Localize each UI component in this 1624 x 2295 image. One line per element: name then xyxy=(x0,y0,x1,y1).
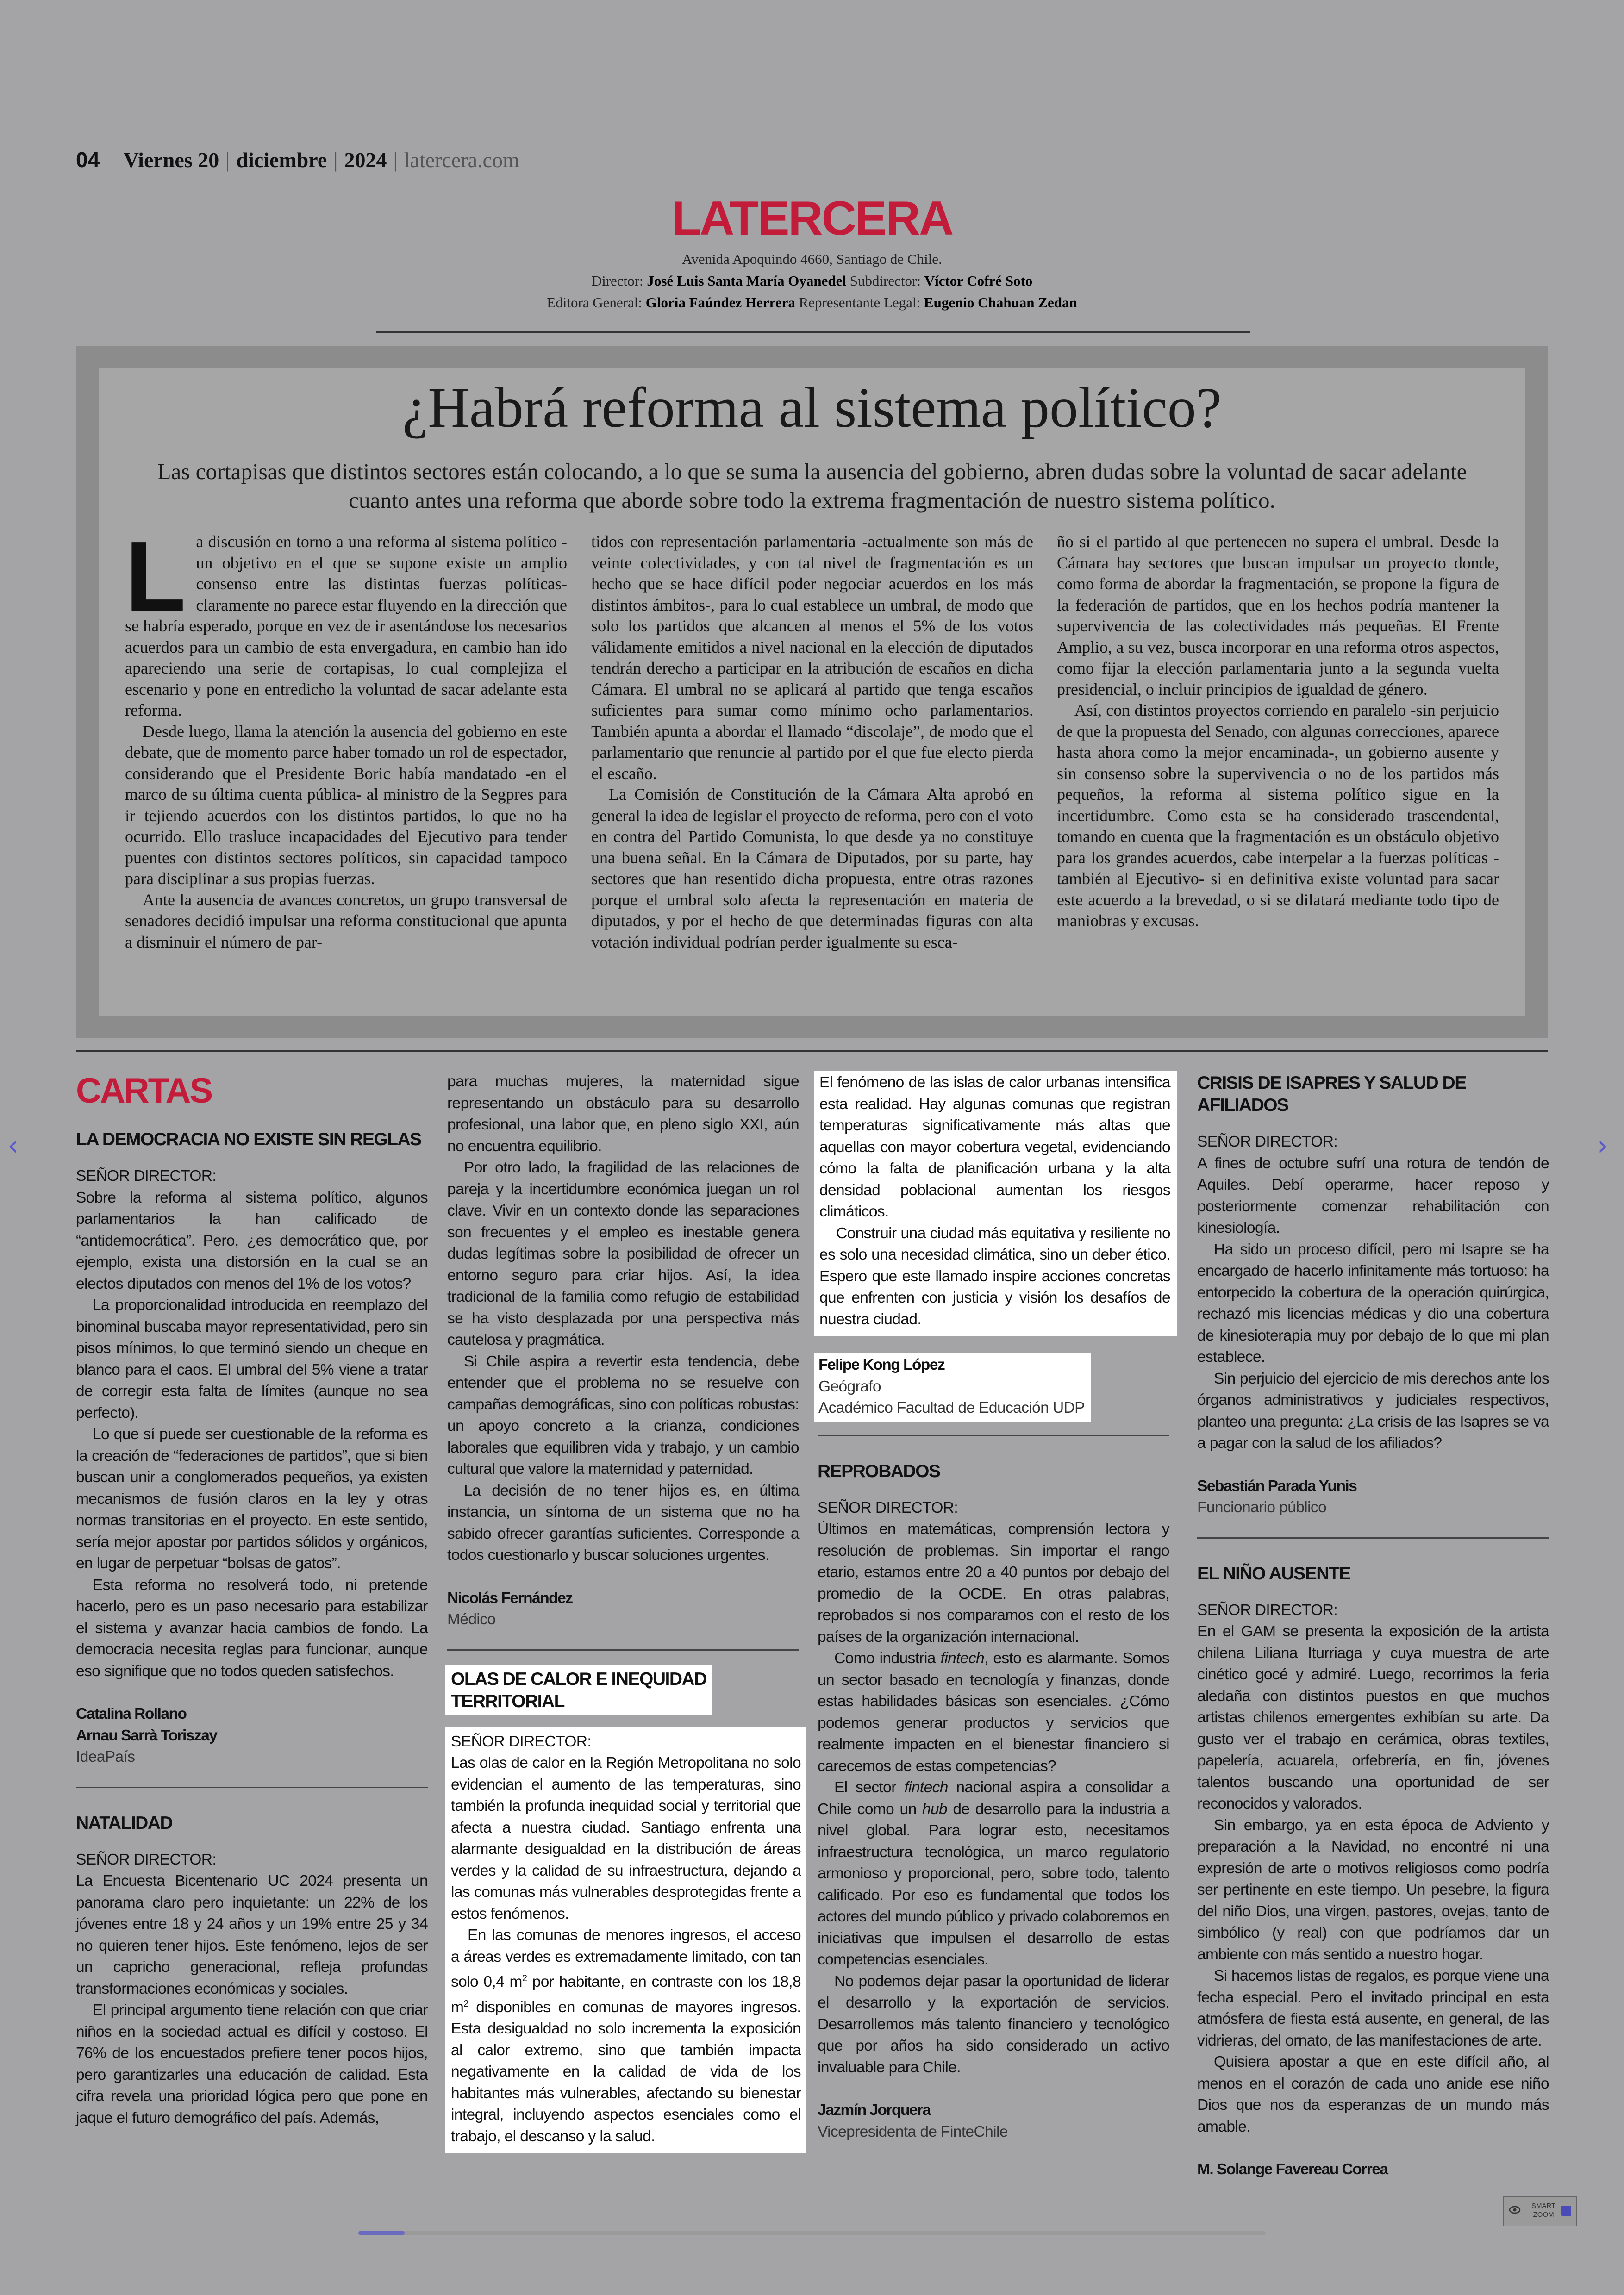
letter-paragraph: La proporcionalidad introducida en reemplazo del binominal buscaba mayor representatividad, pero sin pisos mínimos, lo que terminó siendo un cheque en blanco para el caos. El umbral del 5% viene a tratar de corregir esta falta de límites (aunque no sea perfecto). xyxy=(76,1297,428,1422)
signer-role: IdeaPaís xyxy=(76,1748,135,1765)
letter-paragraph: Si Chile aspira a revertir esta tendencia, debe entender que el problema no se resuelve con campañas demográficas, sino con políticas robustas: un apoyo concreto a la crianza, condiciones laborales que equilibren vida y trabajo, y un cambio cultural que valore la maternidad y paternidad. xyxy=(447,1353,799,1478)
letter-title: CRISIS DE ISAPRES Y SALUD DE AFILIADOS xyxy=(1197,1073,1466,1115)
editorial-paragraph: La Comisión de Constitución de la Cámara Alta aprobó en general la idea de legislar el proyecto de reforma, pero con el voto en contra del Partido Comunista, lo que desde ya no constituye una buena señal. En la Cámara de Diputados, por su parte, hay sectores que han resentido dicha propuesta, entre otras razones porque el umbral solo afecta la representación en materia de diputados, y por el hecho de que determinadas figuras con alta votación individual podrían perder igualmente su esca- xyxy=(591,785,1033,951)
newspaper-logo: LATERCERA xyxy=(671,192,953,245)
cartas-column-1 xyxy=(76,1070,428,2129)
signer-name: Felipe Kong López xyxy=(818,1356,945,1373)
letter-signature xyxy=(76,1703,428,1768)
smart-zoom-label: SMART ZOOM xyxy=(1531,2202,1556,2219)
letter-salutation: SEÑOR DIRECTOR: xyxy=(76,1167,217,1185)
letter-paragraph: Sobre la reforma al sistema político, algunos parlamentarios la han calificado de “antidemocrática”. Pero, ¿es democrático que, por ejemplo, exista una distorsión en la cual se an electos diputados con menos del 1% de los votos? xyxy=(76,1189,428,1292)
signer-name: Jazmín Jorquera xyxy=(818,2102,931,2119)
letter-salutation: SEÑOR DIRECTOR: xyxy=(1197,1601,1338,1619)
letter-paragraph: Quisiera apostar a que en este difícil año, al menos en el corazón de cada uno anide ese niño Dios que nos da esperanzas de un mundo más amable. xyxy=(1197,2053,1549,2135)
cartas-column-4 xyxy=(1197,1072,1549,2181)
signer-name: Nicolás Fernández xyxy=(447,1589,573,1607)
signer-name: Arnau Sarrà Toriszay xyxy=(76,1727,217,1744)
cartas-column-2 xyxy=(447,1071,799,2153)
section-rule xyxy=(76,1050,1548,1052)
page-number: 04 xyxy=(76,148,100,172)
masthead-address: Avenida Apoquindo 4660, Santiago de Chile. xyxy=(682,251,942,267)
letter-paragraph: La decisión de no tener hijos es, en última instancia, un síntoma de un sistema que no ha sabido ofrecer garantías suficientes. Corresponde a todos cuestionarlo y buscar soluciones urgentes. xyxy=(447,1482,799,1564)
prev-page-chevron-icon[interactable]: ‹ xyxy=(7,1129,19,1162)
masthead-credits-1: Director: José Luis Santa María Oyanedel Subdirector: Víctor Cofré Soto xyxy=(591,273,1033,289)
letter-salutation: SEÑOR DIRECTOR: xyxy=(818,1499,958,1516)
signer-role: Académico Facultad de Educación UDP xyxy=(818,1399,1085,1416)
signer-name: Catalina Rollano xyxy=(76,1705,187,1722)
drop-cap: L xyxy=(125,520,186,632)
letter-paragraph: En las comunas de menores ingresos, el acceso a áreas verdes es extremadamente limitado, con tan solo 0,4 $m^2$ por habitante, en contraste con los 18,8 $m^2$ disponibles en comunas de mayores ingresos. Esta desigualdad no solo incrementa la exposición al calor extremo, sino que también impacta negativamente en la calidad de vida de los habitantes más vulnerables, afectando su bienestar integral, incluyendo aspectos esenciales como el trabajo, el descanso y la salud. xyxy=(451,1927,801,2145)
site-link[interactable]: latercera.com xyxy=(404,148,519,172)
date-month: diciembre xyxy=(236,148,327,172)
scrollbar-track[interactable] xyxy=(358,2231,1266,2235)
editorial-paragraph: ño si el partido al que pertenecen no supera el umbral. Desde la Cámara hay sectores que buscan impulsar un proyecto donde, como forma de abordar la fragmentación, se propone la figura de la federación de partidos, que en los hechos podría mantener la supervivencia de las colectividades más pequeñas. El Frente Amplio, a su vez, busca incorporar en una reforma otros aspectos, como fijar la elección parlamentaria junto a la segunda vuelta presidencial, o incluir principios de igualdad de género. xyxy=(1057,532,1499,698)
letter-title: NATALIDAD xyxy=(76,1813,173,1833)
letter-paragraph: En el GAM se presenta la exposición de la artista chilena Liliana Iturriaga y cuya muestra de arte cinético gocé y admiré. Luego, recorrimos la feria aledaña con distintos puestos en que muchos artistas chilenos emergentes exhibían su arte. Da gusto ver el trabajo en cerámica, obras textiles, papelería, acuarela, orfebrería, en fin, jóvenes talentos buscando una oportunidad de ser reconocidos y valorados. xyxy=(1197,1623,1549,1812)
editorial-paragraph: Desde luego, llama la atención la ausencia del gobierno en este debate, que de momento parce haber tomado un rol de espectador, considerando que el Presidente Boric había mandatado -en el marco de su última cuenta pública- al ministro de la Segpres para ir tejiendo acuerdos con los distintos partidos, lo que no ha ocurrido. Ello trasluce incapacidades del Ejecutivo para tender puentes con distintos sectores políticos, sin capacidad tampoco para disciplinar a sus propias fuerzas. xyxy=(125,722,567,888)
letter-title: LA DEMOCRACIA NO EXISTE SIN REGLAS xyxy=(76,1129,421,1149)
masthead-credits-2: Editora General: Gloria Faúndez Herrera Representante Legal: Eugenio Chahuan Zedan xyxy=(547,294,1077,311)
letter-title: REPROBADOS xyxy=(818,1461,940,1481)
letter-body-highlight xyxy=(445,1727,806,2153)
letter-signature xyxy=(814,1353,1091,1422)
letter-salutation: SEÑOR DIRECTOR: xyxy=(1197,1133,1338,1150)
letter-signature xyxy=(447,1588,799,1631)
zoom-indicator-icon xyxy=(1561,2206,1571,2216)
letter-divider xyxy=(447,1649,799,1651)
scrollbar-thumb[interactable] xyxy=(358,2231,405,2235)
masthead-rule xyxy=(376,331,1250,333)
editora-name: Gloria Faúndez Herrera xyxy=(645,294,795,311)
date-year: 2024 xyxy=(344,148,387,172)
cartas-column-3 xyxy=(818,1071,1169,2143)
editorial-paragraph: La discusión en torno a una reforma al sistema político -un objetivo en el que se supone existe un amplio consenso entre las distintas fuerzas políticas- claramente no parece estar fluyendo en la dirección que se habría esperado, porque en vez de ir asentándose los necesarios acuerdos para un cambio de esta envergadura, en cambio han ido apareciendo una serie de cortapisas, lo cual complejiza el escenario y pone en entredicho la voluntad de sacar adelante esta reforma. xyxy=(125,520,567,719)
masthead xyxy=(0,194,1624,313)
letter-paragraph: Ha sido un proceso difícil, pero mi Isapre se ha encargado de hacerlo infinitamente más tortuoso: ha entorpecido la cobertura de la operación quirúrgica, rechazó mis licencias médicas y dio una cobertura de kinesioterapia muy por debajo de lo que mi plan establece. xyxy=(1197,1241,1549,1366)
signer-role: Médico xyxy=(447,1611,496,1628)
letter-paragraph: Como industria fintech, esto es alarmante. Somos un sector basado en tecnología y finanzas, donde estas habilidades básicas son esenciales. ¿Cómo podemos generar productos y servicios que realmente impacten en el bienestar financiero si carecemos de estas competencias? xyxy=(818,1650,1169,1775)
signer-name: Sebastián Parada Yunis xyxy=(1197,1477,1357,1495)
letter-paragraph: El fenómeno de las islas de calor urbanas intensifica esta realidad. Hay algunas comunas que registran temperaturas significativamente más altas que aquellas con mayor cobertura vegetal, evidenciando cómo la falta de planificación urbana y la alta densidad poblacional aumentan los riesgos climáticos. xyxy=(819,1074,1170,1220)
date-weekday: Viernes 20 xyxy=(123,148,219,172)
letter-title: OLAS DE CALOR E INEQUIDAD TERRITORIAL xyxy=(451,1669,706,1711)
letter-paragraph: La Encuesta Bicentenario UC 2024 presenta un panorama claro pero inquietante: un 22% de los jóvenes entre 18 y 24 años y un 19% entre 25 y 34 no quieren tener hijos. Este fenómeno, lejos de ser un capricho generacional, refleja profundas transformaciones económicas y sociales. xyxy=(76,1872,428,1997)
letter-paragraph: No podemos dejar pasar la oportunidad de liderar el desarrollo y la exportación de servicios. Desarrollemos más talento financiero y tecnológico que por años ha sido considerado un activo invaluable para Chile. xyxy=(818,1972,1169,2076)
letter-paragraph: El sector fintech nacional aspira a consolidar a Chile como un hub de desarrollo para la industria a nivel global. Para lograr esto, necesitamos infraestructura tecnológica, un marco regulatorio armonioso y proporcional, pero, sobre todo, talento calificado. Por eso es fundamental que todos los actores del mundo público y privado colaboremos en iniciativas que impulsen el desarrollo de estas competencias esenciales. xyxy=(818,1779,1169,1968)
letter-paragraph: El principal argumento tiene relación con que criar niños en la sociedad actual es difícil y costoso. El 76% de los encuestados prefiere tener pocos hijos, pero garantizarles una educación de calidad. Esta cifra revela una prioridad lógica pero que pone en jaque el futuro demográfico del país. Además, xyxy=(76,2002,428,2127)
letter-paragraph: para muchas mujeres, la maternidad sigue representando un obstáculo para su desarrollo profesional, una labor que, en pleno siglo XXI, aún no encuentra equilibrio. xyxy=(447,1073,799,1155)
eye-icon xyxy=(1508,2203,1521,2218)
letter-paragraph: Las olas de calor en la Región Metropolitana no solo evidencian el aumento de las temperaturas, sino también la profunda inequidad social y territorial que afecta a nuestra ciudad. Santiago enfrenta una alarmante desigualdad en la distribución de áreas verdes y la calidad de su infraestructura, dejando a las comunas más vulnerables desprotegidas frente a estos fenómenos. xyxy=(451,1754,801,1922)
letter-body-highlight xyxy=(814,1071,1177,1336)
letter-paragraph: Por otro lado, la fragilidad de las relaciones de pareja y la incertidumbre económica juegan un rol clave. Vivir en un contexto donde las separaciones son frecuentes y el empleo es inestable genera dudas legítimas sobre la posibilidad de ofrecer un entorno seguro para criar hijos. Así, la idea tradicional de la familia como refugio de estabilidad se ha visto desplazada por una perspectiva más cautelosa y pragmática. xyxy=(447,1159,799,1348)
editorial-paragraph: Ante la ausencia de avances concretos, un grupo transversal de senadores decidió impulsar una reforma constitucional que apunta a disminuir el número de par- xyxy=(125,890,567,951)
letter-title-highlight xyxy=(445,1665,712,1715)
next-page-chevron-icon[interactable]: › xyxy=(1597,1129,1608,1162)
letter-divider xyxy=(76,1787,428,1788)
letter-paragraph: Sin perjuicio del ejercicio de mis derechos ante los órganos administrativos y judiciales respectivos, planteo una pregunta: ¿La crisis de las Isapres se va a pagar con la salud de los afiliados? xyxy=(1197,1370,1549,1452)
letter-paragraph: Últimos en matemáticas, comprensión lectora y resolución de problemas. Sin importar el rango etario, estamos entre 20 a 40 puntos por debajo del promedio de la OCDE. En otras palabras, reprobados si nos comparamos con el resto de los países de la organización internacional. xyxy=(818,1521,1169,1646)
editorial-paragraph: tidos con representación parlamentaria -actualmente son más de veinte colectividades, y con tal nivel de fragmentación es un hecho que se hace difícil poder negociar acuerdos en los más distintos ámbitos-, para lo cual establece un umbral, de modo que solo los partidos que alcancen al menos el 5% de los votos válidamente emitidos a nivel nacional en la elección de diputados tendrán derecho a participar en la atribución de escaños en dicha Cámara. El umbral no se aplicará al partido que tenga escaños suficientes para sumar como mínimo ocho parlamentarios. También apunta a abordar el llamado “discolaje”, de modo que el parlamentario que renuncie al partido por el que fue electo pierda el escaño. xyxy=(591,532,1033,783)
representante-name: Eugenio Chahuan Zedan xyxy=(924,294,1077,311)
letter-paragraph: Construir una ciudad más equitativa y resiliente no es solo una necesidad climática, sino un deber ético. Espero que este llamado inspire acciones concretas que enfrenten con justicia y visión los desafíos de nuestra ciudad. xyxy=(819,1224,1170,1328)
letter-divider xyxy=(818,1435,1169,1436)
letter-paragraph: Lo que sí puede ser cuestionable de la reforma es la creación de “federaciones de partidos”, que si bien buscan unir a conglomerados pequeños, ya existen mecanismos de fusión claros en la ley y otras normas transitorias en el proyecto. En este sentido, sería mejor apostar por partidos sólidos y orgánicos, en lugar de perpetuar “bolsas de gatos”. xyxy=(76,1426,428,1572)
letter-salutation: SEÑOR DIRECTOR: xyxy=(451,1733,592,1750)
signer-name: M. Solange Favereau Correa xyxy=(1197,2161,1388,2178)
editorial-paragraph: Así, con distintos proyectos corriendo en paralelo -sin perjuicio de que la propuesta del Senado, con algunas correcciones, aparece hasta ahora como la mejor encaminada-, un gobierno ausente y sin consenso sobre la supervivencia o no de los partidos más pequeños, la reforma al sistema político sigue en la incertidumbre. Como esta se ha considerado trascendental, tomando en cuenta que la fragmentación es un obstáculo objetivo para los grandes acuerdos, cabe interpelar a la fuerzas políticas -también al Ejecutivo- si en definitiva existe voluntad para sacar este acuerdo a la brevedad, o si se dilatará mediante todo tipo de maniobras y excusas. xyxy=(1057,701,1499,930)
editorial-column-3 xyxy=(1057,531,1499,932)
editorial-column-1 xyxy=(125,520,567,953)
letter-title: EL NIÑO AUSENTE xyxy=(1197,1563,1350,1584)
letter-paragraph: Si hacemos listas de regalos, es porque viene una fecha especial. Pero el invitado principal en esta atmósfera de fiesta está ausente, en general, de las vidrieras, del ornato, de las manifestaciones de arte. xyxy=(1197,1967,1549,2049)
signer-role: Funcionario público xyxy=(1197,1499,1327,1516)
editorial-column-2 xyxy=(591,531,1033,953)
letter-paragraph: A fines de octubre sufrí una rotura de tendón de Aquiles. Debí operarme, hacer reposo y posteriormente comenzar rehabilitación con kinesiología. xyxy=(1197,1154,1549,1236)
signer-role: Vicepresidenta de FinteChile xyxy=(818,2123,1008,2140)
cartas-section-title: CARTAS xyxy=(76,1071,212,1110)
letter-paragraph: Esta reforma no resolverá todo, ni pretende hacerlo, pero es un paso necesario para estabilizar el sistema y avanzar hacia cambios de fondo. La democracia necesita reglas para funcionar, aunque eso signifique que no todos queden satisfechos. xyxy=(76,1576,428,1680)
letter-signature xyxy=(1197,2159,1549,2181)
folio: 04 Viernes 20 | diciembre | 2024 | latercera.com xyxy=(76,148,519,172)
subdirector-name: Víctor Cofré Soto xyxy=(924,273,1033,289)
signer-role: Geógrafo xyxy=(818,1378,881,1395)
editorial-title: ¿Habrá reforma al sistema político? xyxy=(402,376,1222,439)
letter-signature xyxy=(818,2100,1169,2143)
letter-paragraph: Sin embargo, ya en esta época de Adviento y preparación a la Navidad, no encontré ni una expresión de arte o motivos religiosos como podría ser pertinente en este tiempo. Un pesebre, la figura del niño Dios, una virgen, pastores, ovejas, tanto de simbólico (y real) con que podríamos dar un ambiente con más sentido a nuestro hogar. xyxy=(1197,1816,1549,1963)
letter-signature xyxy=(1197,1476,1549,1519)
letter-divider xyxy=(1197,1537,1549,1539)
director-name: José Luis Santa María Oyanedel xyxy=(647,273,846,289)
smart-zoom-button[interactable] xyxy=(1503,2196,1577,2226)
editorial-deck: Las cortapisas que distintos sectores están colocando, a lo que se suma la ausencia del gobierno, abren dudas sobre la voluntad de sacar adelante cuanto antes una reforma que aborde sobre todo la extrema fragmentación de nuestro sistema político. xyxy=(157,459,1467,513)
letter-salutation: SEÑOR DIRECTOR: xyxy=(76,1851,217,1868)
